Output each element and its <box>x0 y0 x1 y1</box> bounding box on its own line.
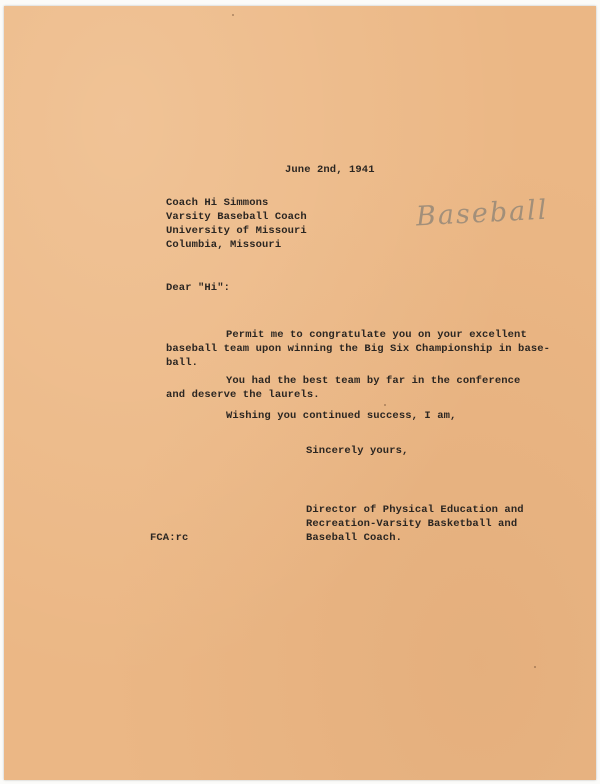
letter-page <box>4 6 596 780</box>
recipient-line: Columbia, Missouri <box>166 239 282 251</box>
closing: Sincerely yours, <box>306 445 409 457</box>
signature-line: Baseball Coach. <box>306 532 403 544</box>
signature-line: Recreation-Varsity Basketball and <box>306 518 518 530</box>
handwritten-note: Baseball <box>415 194 550 233</box>
recipient-line: Varsity Baseball Coach <box>166 211 307 223</box>
body-line: and deserve the laurels. <box>166 389 320 401</box>
body-line: ball. <box>166 357 199 369</box>
body-line: baseball team upon winning the Big Six Championship in base- <box>166 343 551 355</box>
typist-initials: FCA:rc <box>150 532 189 544</box>
paper-speck <box>384 404 386 406</box>
signature-line: Director of Physical Education and <box>306 504 524 516</box>
salutation: Dear "Hi": <box>166 282 231 294</box>
paper-speck <box>534 666 536 668</box>
body-line: You had the best team by far in the conference <box>226 375 521 387</box>
body-line: Permit me to congratulate you on your excellent <box>226 329 527 341</box>
recipient-line: University of Missouri <box>166 225 307 237</box>
letter-date: June 2nd, 1941 <box>285 164 375 176</box>
recipient-line: Coach Hi Simmons <box>166 197 269 209</box>
body-line: Wishing you continued success, I am, <box>226 410 457 422</box>
paper-speck <box>232 14 234 16</box>
